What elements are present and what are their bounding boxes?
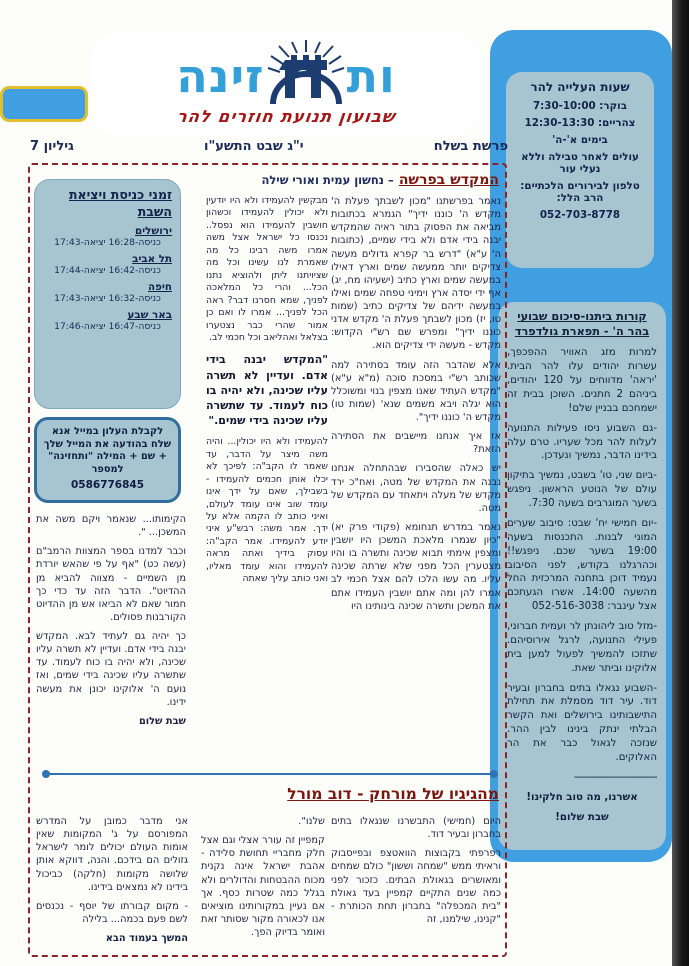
city-name: באר שבע — [127, 308, 172, 321]
shabbat-times-box — [34, 179, 181, 409]
article-paragraph: כך יהיה גם לעתיד לבא. המקדש יבנה בידי אדם. ועדיין לא תשרה עליו שכינה, ולא יהיה בו כוח לעמוד. עד שתשרה עליו שכינה בידי שמים, ואז נועם ה' אלוקינו יכונן את מעשה ידינו. — [36, 631, 186, 708]
city-times: כניסה-16:42 יציאה-17:44 — [54, 264, 161, 276]
main-article-column-middle — [206, 195, 328, 770]
aliyah-noon: צהריים: 12:30-13:30 — [524, 117, 636, 129]
logo-text-left: זינה — [176, 48, 265, 103]
section-divider — [44, 773, 496, 775]
hebrew-date: י"ג שבט התשע"ו — [203, 139, 304, 154]
article-paragraph: נאמר בפרשתנו "מכון לשבתך פעלת ה' מקדש ה' כוננו ידיך" הגמרא בכתובות מביאה את הפסוק בתור ראיה שהמקדש יבנה בידי אדם ולא בידי שמיים, (כתובות ה' ע"א) "דרש בר קפרא גדולים מעשה צדיקים יותר ממעשה שמים וארץ דאילו במעשה שמים וארץ כתיב (ישעיהו מח, יג) אף ידי יסדה ארץ וימיני טפחה שמים ואילו במעשה ידיהם של צדיקים כתיב (שמות טו, יז) מכון לשבתך פעלת ה' מקדש אדני כוננו ידיך" ומפרש שם רש"י הקדוש: מקדש - מעשה ידי צדיקים הוא. — [331, 196, 501, 352]
pull-quote: "המקדש יבנה בידי אדם. ועדיין לא תשרה עליו שכינה, ולא יהיה בו כוח לעמוד. עד שתשרה עליו שכינה בידי שמים." — [206, 353, 328, 428]
aliyah-days: בימים א'-ה' — [552, 134, 608, 146]
article-paragraph: אני מדבר כמובן על המדרש המפורסם על ג' המקומות שאין אומות העולם יכולים לומר לישראל גזולים הם בידכם. והנה, דווקא אותן שלושה מקומות (חלקה) כביכול בידינו לא נמצאים בידינו. — [36, 816, 188, 893]
article-paragraph: שלנו". — [298, 816, 325, 827]
article-paragraph: אלא שהדבר הזה עומד בסתירה למה שכותב רש"י במסכת סוכה (מ"א ע"א) "מקדש העתיד שאנו מצפין בנוי ומשוכלל הוא יגלה ויבא משמים שנא' (שמות טו) מקדש ה' כוננו ידיך". — [331, 359, 501, 423]
article-paragraph: נאמר במדרש תנחומא (פקודי פרק יא) "כיון שגמרו מלאכת המשכן היו יושבין ומצפין אימתי תבוא שכינה ותשרה בו והיו מצטערין הכל מפני שלא שרתה שכינה עליו. מה עשו הלכו להם אצל חכמי לב אמרו להן ומה אתם יושבין העמידו אתם את המשכן ותשרה שכינה בינותינו היו — [331, 521, 501, 612]
temple-gate-icon — [267, 38, 345, 113]
logo-text-right: ות — [346, 48, 396, 103]
aliyah-morning: בוקר: 7:30-10:00 — [533, 100, 627, 112]
corner-tab-decoration — [0, 86, 88, 122]
mailing-list-phone: 0586776845 — [70, 478, 145, 491]
bottom-article-column-left — [36, 815, 188, 951]
news-shabbat-shalom: שבת שלום! — [555, 811, 609, 823]
main-article-title: המקדש בפרשה — [398, 172, 499, 188]
news-paragraph: -גם השבוע ניסו פעילות התנועה לעלות להר מכל שעריו. טרם עלה בידינו הדבר, נמשיך ונעדכן. — [507, 422, 657, 462]
logo — [176, 38, 396, 113]
bottom-article-title: מהגיגיו של מורחק - דוב מורל — [287, 785, 499, 803]
aliyah-times-box — [506, 72, 654, 268]
logo-subtitle: שבועון תנועת חוזרים להר — [175, 107, 397, 126]
article-paragraph: קמפיין זה עורר אצלי וגם אצל חלק מחבריי תחושת סלידה - אהבת ישראל אינה נקנית מכוח ההבטחות והדולרים ולא בגלל כמה שטרות כסף. אך אם נעיין במקורותינו מוציאים אנו לכאורה מקור שסותר זאת ואומר בדיוק הפך. — [201, 835, 325, 938]
shabbat-city — [43, 309, 172, 332]
main-article-column-left — [36, 513, 186, 765]
bottom-article-column-middle — [201, 815, 325, 951]
weekly-news-box — [498, 302, 666, 850]
news-paragraph: -השבוע נגאלו בתים בחברון ובעיר דוד. עיר דוד מסמלת את תחילת התישבותינו בירושלים ואת הקשר הבלתי ינתק בינינו לבין ההר. שנזכה לגאול כבר את הר האלוקים. — [507, 682, 657, 763]
news-separator: ------------------------------- — [574, 771, 657, 783]
page-edge-shadow — [672, 0, 689, 966]
city-times: כניסה-16:28 יציאה-17:43 — [54, 236, 161, 248]
article-paragraph: - מקום קבורתו של יוסף - נכנסים לשם פעם בכמה... בלילה — [36, 900, 188, 925]
shabbat-city — [43, 253, 172, 276]
news-paragraph: למרות מזג האוויר ההפכפך, עשרות יהודים עלו להר הבית. 'יראה' מדווחים על 120 יהודים, ביניהם 2 חתנים. השוכן בבית זה ישמחכם בבניין שלם! — [507, 347, 657, 414]
main-article-heading — [261, 169, 499, 188]
mailing-list-box — [34, 417, 181, 503]
article-paragraph: רפרפתי בקבוצות הוואטצפ ובפייסבוק וראיתי ממש "שמחה וששון" כולם שמחים ומאושרים בגאולת הבתים. כזכור לפני כמה שנים התקיים קמפיין בעד גאולת "בית המכפלה" בחברון תחת הכותרת - "קנינו, שילמנו, זה — [331, 848, 501, 925]
aliyah-phone-label: טלפון לבירורים הלכתיים: הרב הלל: — [520, 180, 640, 204]
news-paragraph: -ביום שני, טו' בשבט, נמשיך בתיקון עולם של הנוטע הראשון. ניפגש בשער המוגרבים בשעה 7:30. — [507, 470, 657, 510]
article-paragraph: וכבר למדנו בספר המצוות הרמב"ם (עשה כט) "אף על פי שהאש יורדת מן השמיים - מצווה להביא מן ההדיוט". הדבר הזה עד כדי כך חמור שאם לא הביאו אש מן ההדיוט הקורבנות פסולים. — [36, 546, 186, 623]
main-article-byline: – נחשון עמית ואורי שילה — [261, 173, 394, 187]
header-strip — [30, 139, 508, 154]
city-name: חיפה — [148, 280, 172, 293]
article-paragraph: הקימותו... שנאמר ויקם משה את המשכן... ". — [36, 514, 186, 539]
shabbat-city — [43, 225, 172, 248]
article-paragraph: להעמידו ולא היו יכולין... והיה משה מיצר על הדבר, עד שאמר לו הקב"ה: לפיכך לא יכלו אותן חכמים להעמידו - בשבילך, שאם על ידך אינו עומד שוב אינו עומד לעולם, ואיני כותב לו הקמה אלא על ידך. אמר משה: רבש"ע איני יודע להעמידו. אמר הקב"ה: עסוק בידיך ואתה מראה להעמידו והוא עומד מאליו, ואני כותב עליך שאתה — [206, 436, 328, 585]
issue-number: גיליון 7 — [30, 139, 74, 154]
news-closing: אשרנו, מה טוב חלקינו! — [526, 791, 638, 803]
mailing-list-text: לקבלת העלון במייל אנא שלח בהודעה את המייל שלך + שם + המילה "ותחזינה" למספר — [43, 426, 172, 476]
news-paragraph: -יום חמישי יח' שבט: סיבוב שערים המוני לבנות. התכנסות בשעה 19:00 בשער שכם. ניפגש!! וכהרגלנו בקודש, לפני הסיבוב נעמיד דוכן בתחנה המרכזית החל מהשעה 14:00. אשרו הגעתכם אצל עינבר: 052-516-3038 — [507, 517, 657, 613]
articles-box — [28, 163, 507, 957]
article-paragraph: היום (חמישי) התבשרנו שנגאלו בתים בחברון ובעיר דוד. — [331, 816, 501, 841]
city-name: תל אביב — [132, 252, 172, 265]
news-title: קורות ביתנו-סיכום שבועי בהר ה' - תפארת גולדפרד — [514, 310, 650, 338]
continued-next-page-label: המשך בעמוד הבא — [105, 933, 188, 944]
article-paragraph: מבקשין להעמידו ולא היו יודעין ולא יכולין להעמידו וכשהון חושבין להעמידו הוא נפסל.. נכנסו כל ישראל אצל משה אמרו משה רבינו כל מה שאמרת לנו עשינו וכל מה שציויתנו ליתן ולהוציא נתנו הכל... והרי כל המלאכה לפניך, שמא חסרנו דבר? ראה הכל לפניך... אמרו לו ואם כן אמור שהרי כבר נצטערו בצלאל ואהליאב וכל חכמי לב. — [206, 195, 328, 343]
aliyah-title: שעות העלייה להר — [530, 80, 630, 94]
news-paragraph: -מזל טוב ליהונתן לר ועמית חברוני, פעילי התנועה, לרגל אירוסיהם. שתזכו להמשיך לפעול למען בית אלוקינו וביתר שאת. — [507, 621, 657, 674]
article-paragraph: יש כאלה שהסבירו שבהתחלה אנחנו נבנה את המקדש של מטה, ואח"כ ירד מקדש של מעלה ויתאחד עם המקדש של מטה. — [331, 463, 501, 514]
city-name: ירושלים — [134, 224, 172, 237]
article-sign-off: שבת שלום — [138, 715, 186, 727]
shabbat-city — [43, 281, 172, 304]
parsha-name: פרשת בשלח — [433, 139, 508, 154]
aliyah-phone-number: 052-703-8778 — [539, 209, 621, 221]
logo-card — [92, 33, 480, 135]
aliyah-note: עולים לאחר טבילה וללא נעלי עור — [521, 151, 639, 175]
city-times: כניסה-16:32 יציאה-17:43 — [54, 292, 161, 304]
shabbat-times-title: זמני כניסת ויציאת השבת — [68, 187, 172, 219]
right-sidebar — [490, 30, 672, 862]
main-article-column-right — [331, 195, 501, 770]
bottom-article-column-right — [331, 815, 501, 951]
article-paragraph: אז איך אנחנו מיישבים את הסתירה הזאת? — [331, 431, 501, 456]
city-times: כניסה-16:47 יציאה-17:46 — [54, 320, 161, 332]
